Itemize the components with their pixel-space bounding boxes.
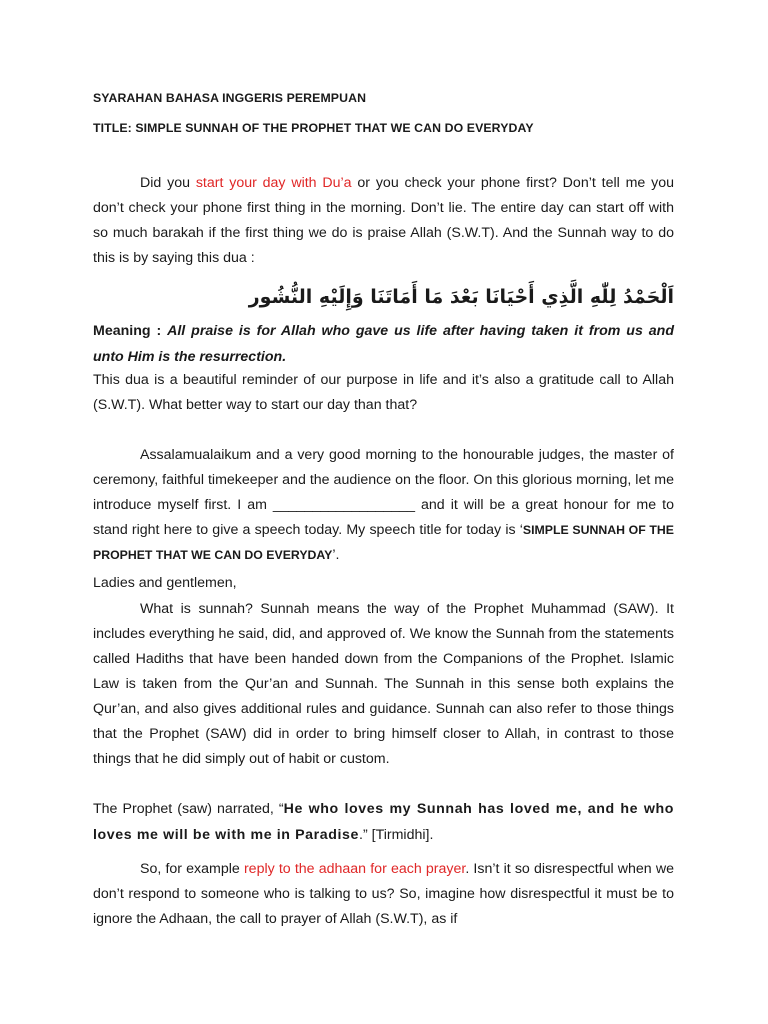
- paragraph-greeting-pre: Assalamualaikum and a very good morning to the honourable judges, the master of ceremony, faithful timekeeper and the audience on the floor. On this glorious morning, let me introduce myself first. I am __________________ and it will be a great honour for me to stand right here to give a speech today. My speech title for today is ‘: [93, 447, 674, 538]
- arabic-dua: اَلْحَمْدُ لِلّٰهِ الَّذِي أَحْيَانَا بَعْدَ مَا أَمَاتَنَا وَإِلَيْهِ النُّشُور: [248, 286, 674, 308]
- highlight-reply-adhaan: reply to the adhaan for each prayer: [243, 861, 466, 877]
- paragraph-hadith: [93, 796, 674, 848]
- paragraph-reminder: This dua is a beautiful reminder of our purpose in life and it’s also a gratitude call to Allah (S.W.T). What better way to start our day than that?: [93, 372, 674, 413]
- meaning-label: Meaning :: [93, 323, 168, 339]
- paragraph-what-is-sunnah: What is sunnah? Sunnah means the way of the Prophet Muhammad (SAW). It includes everything he said, did, and approved of. We know the Sunnah from the statements called Hadiths that have been handed down from the Companions of the Prophet. Islamic Law is taken from the Qur’an and Sunnah. The Sunnah in this sense both explains the Qur’an, and also gives additional rules and guidance. Sunnah can also refer to those things that the Prophet (SAW) did in order to bring himself closer to Allah, in contrast to those things that he did simply out of habit or custom.: [93, 601, 674, 767]
- document-title: TITLE: SIMPLE SUNNAH OF THE PROPHET THAT WE CAN DO EVERYDAY: [93, 121, 534, 135]
- paragraph-adhaan-pre: So, for example: [140, 861, 244, 877]
- highlight-start-day-dua: start your day with Du’a: [195, 175, 352, 191]
- paragraph-greeting-post: ’.: [332, 547, 340, 563]
- meaning-text: All praise is for Allah who gave us life after having taken it from us and unto Him is the resurrection.: [93, 323, 674, 365]
- paragraph-hadith-post: .” [Tirmidhi].: [359, 827, 434, 843]
- paragraph-ladies-gentlemen: Ladies and gentlemen,: [93, 575, 237, 591]
- paragraph-hadith-pre: The Prophet (saw) narrated, “: [93, 801, 284, 817]
- dua-meaning: [93, 318, 674, 370]
- paragraph-intro-pre: Did you: [140, 175, 196, 191]
- paragraph-intro-post: or you check your phone first? Don’t tell me you don’t check your phone first thing in the morning. Don’t lie. The entire day can start off with so much barakah if the first thing we do is praise Allah (S.W.T). And the Sunnah way to do this is by saying this dua :: [93, 175, 674, 266]
- document-heading: SYARAHAN BAHASA INGGERIS PEREMPUAN: [93, 91, 367, 105]
- paragraph-greeting: [93, 443, 674, 568]
- paragraph-intro: [93, 171, 674, 271]
- paragraph-adhaan: [93, 857, 674, 932]
- paragraph-adhaan-post: . Isn’t it so disrespectful when we don’t respond to someone who is talking to us? So, imagine how disrespectful it must be to ignore the Adhaan, the call to prayer of Allah (S.W.T), as if: [93, 861, 674, 927]
- hadith-quote: He who loves my Sunnah has loved me, and he who loves me will be with me in Paradise: [93, 801, 675, 843]
- speech-title-inline: SIMPLE SUNNAH OF THE PROPHET THAT WE CAN DO EVERYDAY: [93, 523, 674, 562]
